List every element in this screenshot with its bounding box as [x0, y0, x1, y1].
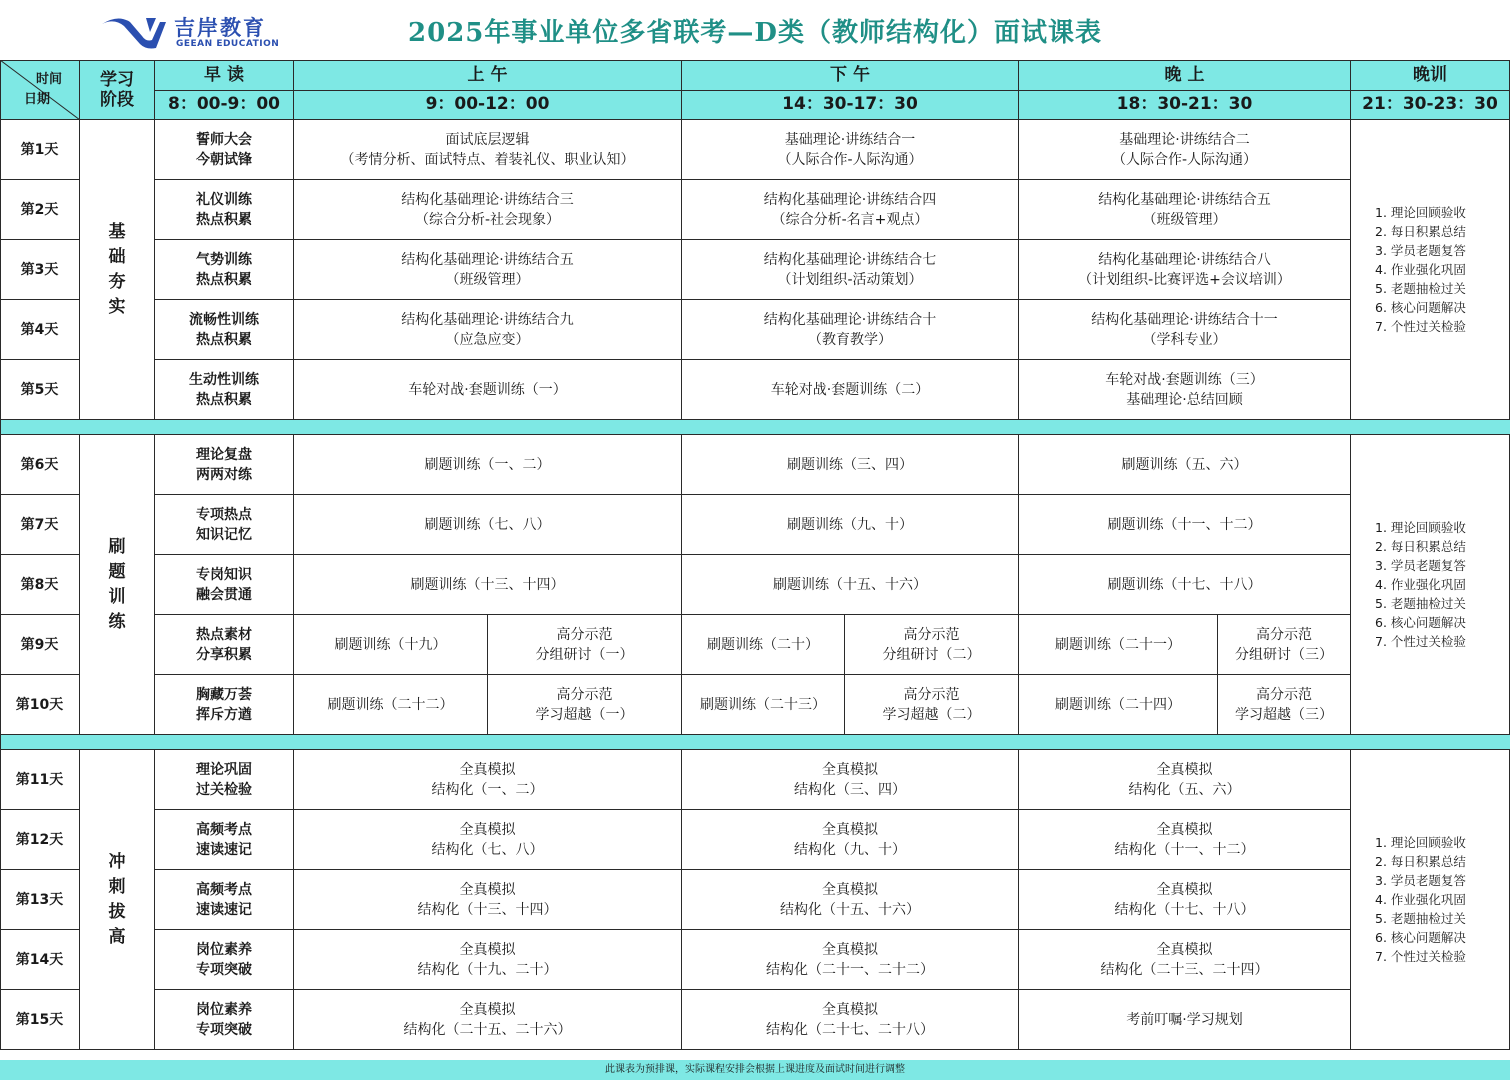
session-am: [294, 930, 682, 990]
session-pm-line: 结构化基础理论·讲练结合十: [763, 311, 937, 328]
session-am-demo-line: 高分示范: [556, 686, 613, 703]
session-eve-line: （班级管理）: [1142, 211, 1227, 228]
session-am: [294, 360, 682, 420]
footer-note: 此课表为预排课，实际课程安排会根据上课进度及面试时间进行调整: [0, 1060, 1510, 1080]
session-pm: [682, 495, 1019, 555]
session-pm: [682, 870, 1019, 930]
night-training-list-line: 2. 每日积累总结: [1375, 539, 1466, 554]
day-label: [0, 360, 80, 420]
column-time: 21：30-23：30: [1362, 94, 1498, 115]
day-label: [0, 435, 80, 495]
session-am: [294, 750, 682, 810]
morning-reading-topic-line: 礼仪训练: [196, 191, 252, 208]
stage-label: [80, 120, 155, 420]
morning-reading-topic-line: 专项突破: [196, 961, 252, 978]
session-pm-demo-line: 高分示范: [903, 626, 960, 643]
corner-date-label: 日期: [24, 92, 51, 107]
session-eve: [1019, 615, 1218, 675]
session-am: [294, 810, 682, 870]
session-eve-line: 全真模拟: [1156, 821, 1213, 838]
day-label: [0, 615, 80, 675]
day-label-line: 第1天: [20, 141, 59, 158]
header-divider: [682, 90, 1019, 91]
session-eve-demo: [1218, 615, 1351, 675]
stage-label-line: 刷: [108, 536, 126, 557]
morning-reading-topic-line: 今朝试锋: [196, 151, 252, 168]
session-eve-line: 基础理论·总结回顾: [1126, 391, 1243, 408]
session-eve-line: 结构化基础理论·讲练结合五: [1098, 191, 1271, 208]
day-label: [0, 810, 80, 870]
day-label-line: 第9天: [20, 636, 59, 653]
night-training-list-line: 2. 每日积累总结: [1375, 224, 1466, 239]
session-eve: [1019, 240, 1351, 300]
morning-reading-topic-line: 速读速记: [196, 901, 252, 918]
night-training-list-line: 1. 理论回顾验收: [1375, 520, 1466, 535]
session-eve: [1019, 435, 1351, 495]
morning-reading-topic-line: 誓师大会: [196, 131, 252, 148]
session-pm-demo-line: 分组研讨（二）: [882, 646, 981, 663]
session-am-demo-line: 学习超越（一）: [535, 706, 634, 723]
session-eve: [1019, 180, 1351, 240]
morning-reading-topic-line: 热点积累: [196, 331, 252, 348]
session-pm: [682, 360, 1019, 420]
session-eve-demo-line: 学习超越（三）: [1235, 706, 1333, 723]
session-am: [294, 675, 488, 735]
session-eve: [1019, 495, 1351, 555]
session-eve-line: 考前叮嘱·学习规划: [1126, 1011, 1243, 1028]
session-pm-demo-line: 学习超越（二）: [882, 706, 981, 723]
day-label-line: 第15天: [15, 1011, 64, 1028]
column-name: 早 读: [204, 64, 244, 85]
page-title: 2025年事业单位多省联考—D类（教师结构化）面试课表: [408, 18, 1102, 48]
day-label: [0, 675, 80, 735]
morning-reading-topic-line: 高频考点: [196, 881, 252, 898]
session-pm-line: 刷题训练（二十）: [707, 636, 819, 653]
session-pm-demo: [845, 675, 1019, 735]
night-training-list-line: 3. 学员老题复答: [1375, 558, 1466, 573]
session-eve: [1019, 675, 1218, 735]
morning-reading-topic-line: 速读速记: [196, 841, 252, 858]
session-pm-line: （人际合作-人际沟通）: [777, 151, 923, 168]
session-pm-line: 全真模拟: [822, 1001, 878, 1018]
stage-label-line: 练: [108, 611, 126, 632]
session-am-line: 全真模拟: [459, 761, 516, 778]
header-divider: [155, 90, 294, 91]
morning-reading-topic: [155, 180, 294, 240]
stage-label: [80, 435, 155, 735]
whale-logo-icon: [100, 14, 172, 54]
session-pm-line: 结构化（三、四）: [794, 781, 906, 798]
header-divider: [1351, 90, 1510, 91]
session-pm-line: 结构化（九、十）: [794, 841, 906, 858]
column-name: 晚训: [1413, 64, 1447, 85]
morning-reading-topic-line: 融会贯通: [196, 586, 252, 603]
day-label-line: 第5天: [20, 381, 59, 398]
morning-reading-topic-line: 挥斥方遒: [196, 706, 252, 723]
session-pm-line: 结构化（十五、十六）: [780, 901, 920, 918]
morning-reading-topic-line: 胸藏万荟: [196, 686, 252, 703]
session-eve: [1019, 300, 1351, 360]
session-am: [294, 615, 488, 675]
session-eve: [1019, 360, 1351, 420]
morning-reading-topic: [155, 750, 294, 810]
morning-reading-topic: [155, 120, 294, 180]
session-am-line: 全真模拟: [459, 1001, 516, 1018]
session-pm: [682, 240, 1019, 300]
night-training-list-line: 4. 作业强化巩固: [1375, 892, 1466, 907]
column-time: 9：00-12：00: [425, 94, 550, 115]
session-am-line: 车轮对战·套题训练（一）: [408, 381, 567, 398]
morning-reading-topic-line: 流畅性训练: [189, 311, 259, 328]
morning-reading-topic-line: 气势训练: [196, 251, 252, 268]
session-eve: [1019, 555, 1351, 615]
title-bar: [0, 0, 1510, 60]
morning-reading-topic-line: 过关检验: [196, 781, 252, 798]
night-training-list-line: 6. 核心问题解决: [1375, 300, 1466, 315]
day-label: [0, 240, 80, 300]
stage-label-line: 冲: [108, 851, 126, 872]
night-training-list-line: 1. 理论回顾验收: [1375, 205, 1466, 220]
session-pm-line: 结构化（二十一、二十二）: [766, 961, 934, 978]
session-am-line: （应急应变）: [445, 331, 530, 348]
day-label-line: 第14天: [15, 951, 64, 968]
morning-reading-topic-line: 专项热点: [196, 506, 252, 523]
night-training-list-line: 7. 个性过关检验: [1375, 949, 1466, 964]
night-training-list: [1351, 120, 1510, 420]
session-pm-line: 刷题训练（十五、十六）: [773, 576, 927, 593]
morning-reading-topic: [155, 300, 294, 360]
session-pm-demo: [845, 615, 1019, 675]
session-eve: [1019, 930, 1351, 990]
session-eve-line: 全真模拟: [1156, 881, 1213, 898]
stage-label: [80, 750, 155, 1050]
stage-separator: [0, 420, 1510, 435]
session-am-line: 结构化（二十五、二十六）: [403, 1021, 572, 1038]
session-am: [294, 495, 682, 555]
night-training-list-line: 3. 学员老题复答: [1375, 243, 1466, 258]
column-time: 8：00-9：00: [167, 94, 281, 115]
morning-reading-topic-line: 岗位素养: [196, 1001, 252, 1018]
session-eve-line: 刷题训练（十一、十二）: [1107, 516, 1262, 533]
session-pm-line: 全真模拟: [822, 761, 878, 778]
day-label-line: 第7天: [20, 516, 59, 533]
stage-separator: [0, 735, 1510, 750]
session-eve-line: 刷题训练（二十一）: [1055, 636, 1181, 653]
morning-reading-topic-line: 专项突破: [196, 1021, 252, 1038]
session-am-line: 结构化基础理论·讲练结合五: [401, 251, 574, 268]
night-training-list-line: 5. 老题抽检过关: [1375, 596, 1466, 611]
session-eve-line: 刷题训练（二十四）: [1055, 696, 1181, 713]
session-am: [294, 870, 682, 930]
stage-header: [80, 60, 155, 120]
session-eve-line: （人际合作-人际沟通）: [1111, 151, 1258, 168]
day-label-line: 第4天: [20, 321, 59, 338]
day-label-line: 第3天: [20, 261, 59, 278]
session-pm-line: 刷题训练（三、四）: [787, 456, 913, 473]
session-am-line: 刷题训练（二十二）: [327, 696, 454, 713]
night-training-list-line: 4. 作业强化巩固: [1375, 262, 1466, 277]
day-label-line: 第11天: [15, 771, 64, 788]
session-pm-line: 全真模拟: [822, 941, 878, 958]
stage-label-line: 基: [108, 221, 126, 242]
corner-time-label: 时间: [36, 72, 63, 87]
session-eve-line: （学科专业）: [1142, 331, 1227, 348]
session-am-demo-line: 高分示范: [556, 626, 613, 643]
night-training-list-line: 2. 每日积累总结: [1375, 854, 1466, 869]
brand-name-cn: 吉岸教育: [174, 16, 266, 40]
stage-label-line: 拔: [108, 901, 126, 922]
corner-cell: [0, 60, 80, 120]
day-label: [0, 930, 80, 990]
session-am-line: 全真模拟: [459, 941, 516, 958]
column-name: 晚 上: [1164, 64, 1205, 85]
session-am: [294, 435, 682, 495]
session-am-line: 结构化（一、二）: [431, 781, 544, 798]
session-am-line: 全真模拟: [459, 821, 516, 838]
stage-label-line: 高: [108, 926, 126, 947]
header-divider: [294, 90, 682, 91]
brand-logo: [100, 12, 300, 52]
night-training-list: [1351, 750, 1510, 1050]
session-pm-demo-line: 高分示范: [903, 686, 960, 703]
morning-reading-topic-line: 高频考点: [196, 821, 252, 838]
session-eve-demo: [1218, 675, 1351, 735]
morning-reading-topic: [155, 930, 294, 990]
stage-label-line: 实: [108, 296, 126, 317]
morning-reading-topic: [155, 615, 294, 675]
session-pm-line: 刷题训练（二十三）: [700, 696, 826, 713]
morning-reading-topic-line: 热点素材: [196, 626, 252, 643]
session-am-demo: [488, 615, 682, 675]
day-label: [0, 555, 80, 615]
day-label-line: 第8天: [20, 576, 59, 593]
session-am-demo-line: 分组研讨（一）: [535, 646, 634, 663]
session-eve-line: 结构化（十一、十二）: [1114, 841, 1255, 858]
stage-label-line: 础: [108, 246, 126, 267]
morning-reading-topic: [155, 360, 294, 420]
day-label: [0, 990, 80, 1050]
session-am-line: 结构化基础理论·讲练结合九: [401, 311, 574, 328]
session-am-line: 结构化（十九、二十）: [417, 961, 558, 978]
night-training-list-line: 4. 作业强化巩固: [1375, 577, 1466, 592]
column-name: 上 午: [467, 64, 508, 85]
stage-header-line: 阶段: [100, 89, 134, 110]
session-eve: [1019, 120, 1351, 180]
morning-reading-topic: [155, 495, 294, 555]
session-eve: [1019, 990, 1351, 1050]
stage-label-line: 题: [108, 561, 126, 582]
session-pm-line: （教育教学）: [808, 331, 892, 348]
morning-reading-topic-line: 两两对练: [196, 466, 252, 483]
session-am-line: 刷题训练（十九）: [334, 636, 447, 653]
morning-reading-topic: [155, 240, 294, 300]
night-training-list-line: 5. 老题抽检过关: [1375, 281, 1466, 296]
session-eve-line: 刷题训练（十七、十八）: [1107, 576, 1262, 593]
session-pm-line: （计划组织-活动策划）: [777, 271, 923, 288]
session-am: [294, 555, 682, 615]
session-eve-line: 基础理论·讲练结合二: [1119, 131, 1250, 148]
session-eve-demo-line: 分组研讨（三）: [1235, 646, 1333, 663]
session-pm: [682, 930, 1019, 990]
night-training-list-line: 1. 理论回顾验收: [1375, 835, 1466, 850]
column-time: 14：30-17：30: [782, 94, 918, 115]
header-divider: [1019, 90, 1351, 91]
day-label-line: 第12天: [15, 831, 64, 848]
day-label-line: 第2天: [20, 201, 59, 218]
session-pm-line: 结构化基础理论·讲练结合七: [763, 251, 937, 268]
session-pm: [682, 435, 1019, 495]
day-label-line: 第6天: [20, 456, 59, 473]
night-training-list-line: 3. 学员老题复答: [1375, 873, 1466, 888]
morning-reading-topic: [155, 990, 294, 1050]
session-eve-line: 结构化（五、六）: [1128, 781, 1241, 798]
morning-reading-topic: [155, 870, 294, 930]
session-am-line: 面试底层逻辑: [445, 131, 530, 148]
morning-reading-topic-line: 理论复盘: [196, 446, 252, 463]
schedule-table: [0, 60, 1510, 1050]
session-am-line: 刷题训练（一、二）: [424, 456, 551, 473]
morning-reading-topic-line: 岗位素养: [196, 941, 252, 958]
session-am-line: 刷题训练（十三、十四）: [410, 576, 565, 593]
morning-reading-topic: [155, 435, 294, 495]
night-training-list-line: 7. 个性过关检验: [1375, 634, 1466, 649]
stage-label-line: 夯: [108, 271, 126, 292]
session-pm-line: （综合分析-名言+观点）: [771, 211, 929, 228]
session-pm-line: 全真模拟: [822, 881, 878, 898]
session-eve-line: 车轮对战·套题训练（三）: [1105, 371, 1264, 388]
session-pm: [682, 810, 1019, 870]
morning-reading-topic: [155, 675, 294, 735]
session-eve-line: 结构化基础理论·讲练结合八: [1098, 251, 1271, 268]
session-am: [294, 300, 682, 360]
session-am: [294, 240, 682, 300]
session-am-line: 全真模拟: [459, 881, 516, 898]
session-eve: [1019, 870, 1351, 930]
session-pm: [682, 615, 845, 675]
session-eve-line: 结构化基础理论·讲练结合十一: [1091, 311, 1278, 328]
session-am-line: （班级管理）: [445, 271, 530, 288]
day-label: [0, 300, 80, 360]
session-am-demo: [488, 675, 682, 735]
morning-reading-topic-line: 生动性训练: [189, 371, 259, 388]
morning-reading-topic-line: 热点积累: [196, 391, 252, 408]
day-label: [0, 180, 80, 240]
session-am: [294, 180, 682, 240]
stage-label-line: 刺: [108, 876, 126, 897]
stage-label-line: 训: [108, 586, 126, 607]
morning-reading-topic: [155, 810, 294, 870]
morning-reading-topic-line: 理论巩固: [196, 761, 252, 778]
session-pm: [682, 675, 845, 735]
session-am-line: 结构化（十三、十四）: [417, 901, 558, 918]
session-pm: [682, 750, 1019, 810]
day-label-line: 第10天: [15, 696, 64, 713]
column-time: 18：30-21：30: [1116, 94, 1253, 115]
session-pm-line: 车轮对战·套题训练（二）: [770, 381, 930, 398]
day-label: [0, 870, 80, 930]
stage-header-line: 学习: [100, 69, 134, 90]
session-eve-demo-line: 高分示范: [1256, 686, 1312, 703]
session-eve-line: 结构化（二十三、二十四）: [1100, 961, 1269, 978]
session-eve-demo-line: 高分示范: [1256, 626, 1312, 643]
session-eve-line: 全真模拟: [1156, 941, 1213, 958]
night-training-list-line: 6. 核心问题解决: [1375, 615, 1466, 630]
session-am-line: 结构化（七、八）: [431, 841, 544, 858]
session-pm: [682, 990, 1019, 1050]
session-pm-line: 结构化（二十七、二十八）: [766, 1021, 934, 1038]
session-pm-line: 基础理论·讲练结合一: [784, 131, 916, 148]
session-am-line: 刷题训练（七、八）: [424, 516, 551, 533]
session-pm: [682, 120, 1019, 180]
night-training-list-line: 5. 老题抽检过关: [1375, 911, 1466, 926]
column-name: 下 午: [830, 64, 870, 85]
morning-reading-topic: [155, 555, 294, 615]
night-training-list-line: 6. 核心问题解决: [1375, 930, 1466, 945]
session-eve: [1019, 810, 1351, 870]
morning-reading-topic-line: 专岗知识: [196, 566, 252, 583]
session-eve: [1019, 750, 1351, 810]
session-am-line: （考情分析、面试特点、着装礼仪、职业认知）: [340, 151, 635, 168]
session-pm: [682, 180, 1019, 240]
session-am-line: （综合分析-社会现象）: [414, 211, 561, 228]
day-label: [0, 120, 80, 180]
session-pm-line: 刷题训练（九、十）: [787, 516, 913, 533]
morning-reading-topic-line: 分享积累: [196, 646, 252, 663]
morning-reading-topic-line: 热点积累: [196, 211, 252, 228]
day-label-line: 第13天: [15, 891, 64, 908]
morning-reading-topic-line: 热点积累: [196, 271, 252, 288]
session-pm: [682, 300, 1019, 360]
morning-reading-topic-line: 知识记忆: [196, 526, 252, 543]
session-am: [294, 990, 682, 1050]
session-pm-line: 全真模拟: [822, 821, 878, 838]
day-label: [0, 495, 80, 555]
session-pm: [682, 555, 1019, 615]
session-eve-line: 全真模拟: [1156, 761, 1213, 778]
day-label: [0, 750, 80, 810]
night-training-list: [1351, 435, 1510, 735]
brand-name-en: GEEAN EDUCATION: [176, 39, 280, 49]
session-am-line: 结构化基础理论·讲练结合三: [401, 191, 574, 208]
night-training-list-line: 7. 个性过关检验: [1375, 319, 1466, 334]
session-am: [294, 120, 682, 180]
session-eve-line: 刷题训练（五、六）: [1121, 456, 1248, 473]
session-pm-line: 结构化基础理论·讲练结合四: [763, 191, 937, 208]
session-eve-line: （计划组织-比赛评选+会议培训）: [1078, 271, 1291, 288]
session-eve-line: 结构化（十七、十八）: [1114, 901, 1255, 918]
